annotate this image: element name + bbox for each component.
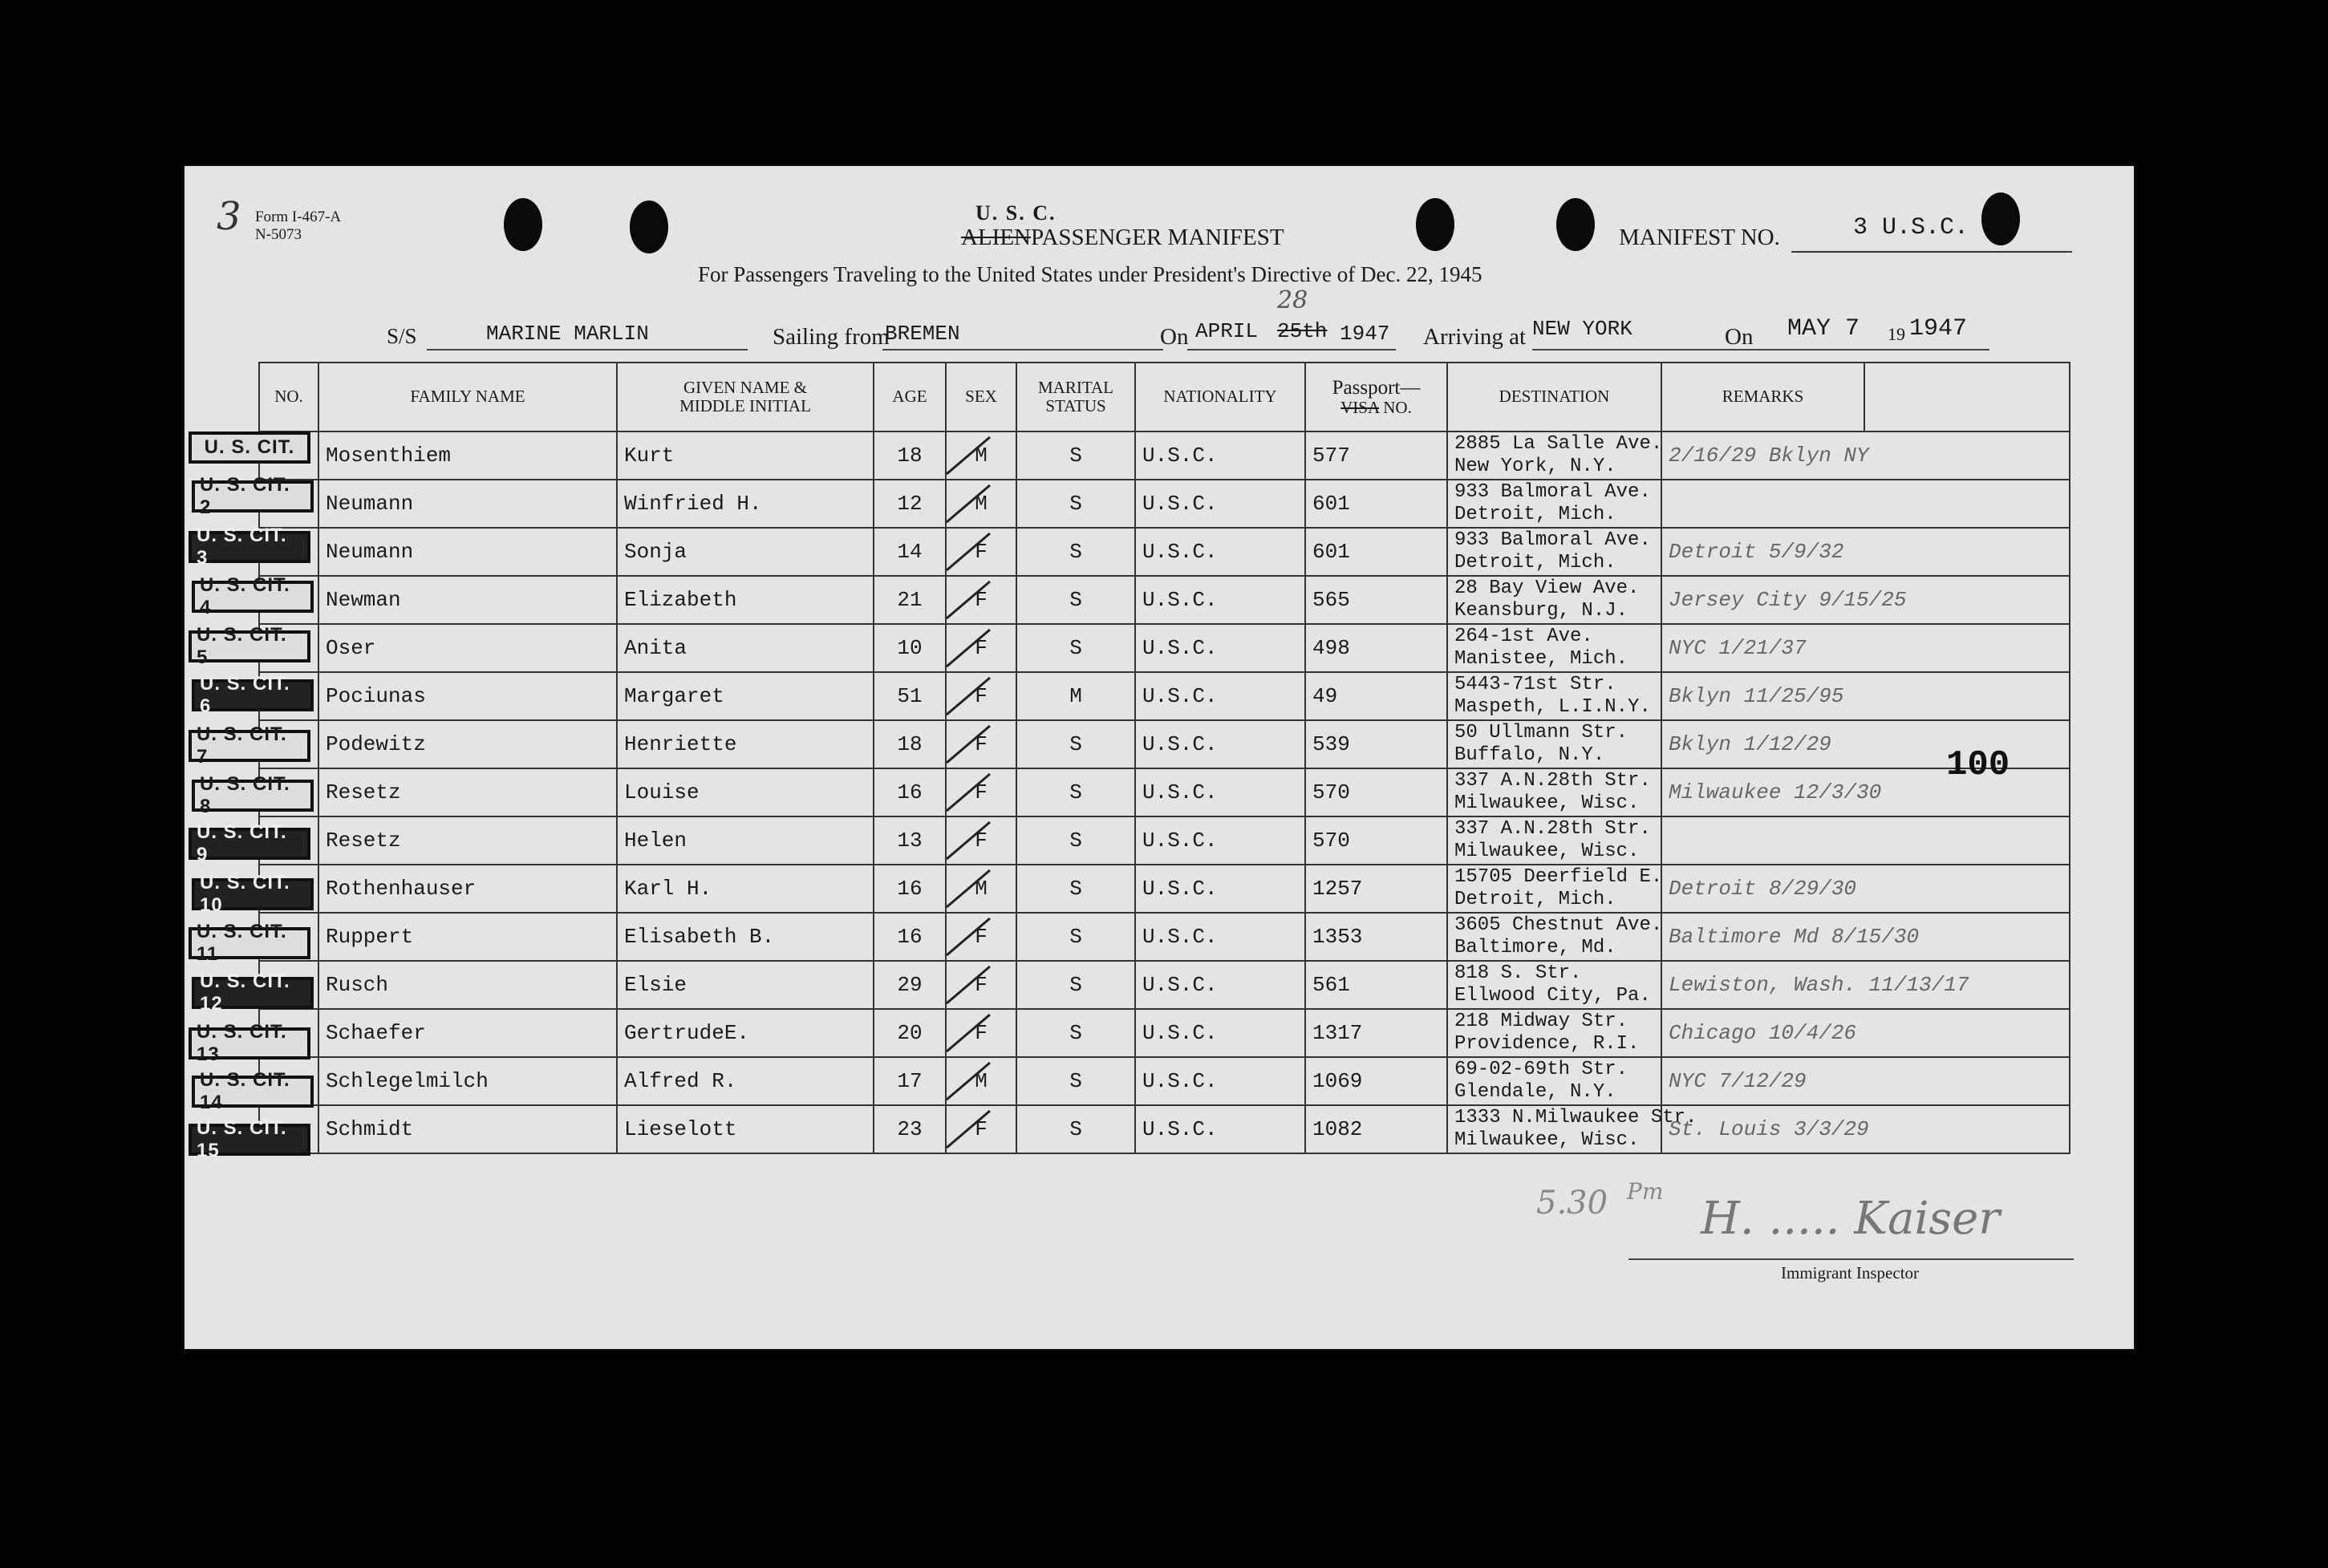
check-mark	[940, 1060, 996, 1103]
destination-line: 28 Bay View Ave.	[1454, 577, 1640, 599]
cell-passport: 1069	[1305, 1057, 1447, 1105]
cell-marital: S	[1016, 576, 1135, 624]
cell-sex-value: F	[975, 540, 988, 564]
cell-age: 18	[874, 432, 946, 480]
cell-family-name: Mosenthiem	[318, 432, 617, 480]
check-mark	[940, 1108, 996, 1151]
arrival-port: NEW YORK	[1532, 317, 1632, 341]
check-mark	[940, 915, 996, 958]
citizenship-stamp: U. S. CIT. 4	[192, 581, 314, 613]
citizenship-stamp: U. S. CIT. 8	[192, 780, 314, 812]
cell-remarks	[1661, 816, 2070, 865]
cell-sex-value: F	[975, 732, 988, 756]
cell-sex	[946, 1057, 1016, 1105]
cell-age: 12	[874, 480, 946, 528]
destination-line: Maspeth, L.I.N.Y.	[1454, 696, 1651, 718]
cell-marital: S	[1016, 865, 1135, 913]
subtitle: For Passengers Traveling to the United States under President's Directive of Dec. 22, 1945	[698, 262, 1482, 286]
title-overwrite: U. S. C.	[975, 201, 1057, 225]
cell-sex	[946, 961, 1016, 1009]
table-row	[259, 1105, 2070, 1153]
cell-nationality: U.S.C.	[1135, 1105, 1305, 1153]
destination-line: 933 Balmoral Ave.	[1454, 529, 1651, 551]
table-row	[259, 528, 2070, 576]
cell-given-name: Elizabeth	[617, 576, 874, 624]
cell-age: 23	[874, 1105, 946, 1153]
cell-family-name: Schaefer	[318, 1009, 617, 1057]
cell-family-name: Neumann	[318, 480, 617, 528]
cell-sex	[946, 480, 1016, 528]
col-remarks-cont	[1864, 363, 2070, 432]
cell-remarks: Chicago 10/4/26	[1661, 1009, 2070, 1057]
cell-sex	[946, 432, 1016, 480]
cell-given-name: Elisabeth B.	[617, 913, 874, 961]
punch-hole	[1556, 198, 1595, 251]
table-row	[259, 624, 2070, 672]
cell-age: 16	[874, 768, 946, 816]
cell-sex	[946, 1105, 1016, 1153]
table-row	[259, 432, 2070, 480]
cell-passport: 601	[1305, 480, 1447, 528]
inspector-signature: H. ..... Kaiser	[1701, 1193, 2001, 1245]
cell-sex	[946, 528, 1016, 576]
col-given-name	[617, 363, 874, 432]
on-label: On	[1160, 324, 1189, 350]
cell-marital: S	[1016, 1057, 1135, 1105]
col-remarks: REMARKS	[1661, 363, 1864, 432]
cell-family-name: Ruppert	[318, 913, 617, 961]
cell-marital: S	[1016, 720, 1135, 768]
table-row	[259, 1057, 2070, 1105]
punch-hole	[1416, 198, 1454, 251]
inspector-label: Immigrant Inspector	[1781, 1263, 1920, 1282]
col-marital-line2: STATUS	[1045, 396, 1106, 415]
cell-sex-value: F	[975, 1021, 988, 1045]
sailing-label: Sailing from	[773, 324, 890, 350]
title-struck-word: ALIEN	[961, 225, 1031, 250]
cell-age: 16	[874, 913, 946, 961]
destination-line: 5443-71st Str.	[1454, 674, 1616, 695]
on-label-2: On	[1725, 324, 1754, 350]
destination-line: 337 A.N.28th Str.	[1454, 818, 1651, 840]
arrival-date-underline	[1781, 349, 1989, 350]
citizenship-stamp: U. S. CIT. 5	[189, 630, 310, 662]
citizenship-stamp: U. S. CIT. 10	[192, 878, 314, 910]
cell-sex	[946, 576, 1016, 624]
cell-remarks: Bklyn 11/25/95	[1661, 672, 2070, 720]
cell-destination	[1447, 528, 1661, 576]
cell-age: 16	[874, 865, 946, 913]
fee-note-suffix: Pm	[1627, 1178, 1664, 1205]
cell-given-name: Anita	[617, 624, 874, 672]
cell-destination	[1447, 865, 1661, 913]
table-row	[259, 865, 2070, 913]
manifest-number: 3 U.S.C.	[1853, 214, 1969, 241]
col-family-name: FAMILY NAME	[318, 363, 617, 432]
manifest-sheet	[185, 166, 2134, 1349]
cell-remarks: NYC 7/12/29	[1661, 1057, 2070, 1105]
table-header-row	[259, 363, 2070, 432]
col-age: AGE	[874, 363, 946, 432]
destination-line: 337 A.N.28th Str.	[1454, 770, 1651, 792]
cell-family-name: Podewitz	[318, 720, 617, 768]
cell-age: 10	[874, 624, 946, 672]
cell-destination	[1447, 720, 1661, 768]
cell-passport: 539	[1305, 720, 1447, 768]
check-mark	[940, 482, 996, 525]
destination-line: 69-02-69th Str.	[1454, 1059, 1628, 1080]
cell-nationality: U.S.C.	[1135, 480, 1305, 528]
destination-line: Milwaukee, Wisc.	[1454, 841, 1640, 862]
cell-given-name: Helen	[617, 816, 874, 865]
fee-note: 5.30	[1536, 1185, 1608, 1222]
citizenship-stamp: U. S. CIT.	[189, 432, 310, 464]
table-row	[259, 816, 2070, 865]
cell-remarks: Jersey City 9/15/25	[1661, 576, 2070, 624]
col-passport-line2: NO.	[1383, 398, 1412, 418]
cell-age: 21	[874, 576, 946, 624]
cell-nationality: U.S.C.	[1135, 624, 1305, 672]
cell-sex	[946, 768, 1016, 816]
cell-sex-value: F	[975, 588, 988, 612]
cell-passport: 565	[1305, 576, 1447, 624]
cell-sex-value: M	[975, 877, 988, 901]
table-row	[259, 1009, 2070, 1057]
cell-marital: S	[1016, 913, 1135, 961]
cell-family-name: Newman	[318, 576, 617, 624]
cell-remarks	[1661, 480, 2070, 528]
table-row	[259, 672, 2070, 720]
cell-age: 17	[874, 1057, 946, 1105]
sailing-year: 1947	[1340, 322, 1390, 346]
check-mark	[940, 626, 996, 670]
passenger-table	[258, 362, 2070, 1154]
check-mark	[940, 723, 996, 766]
destination-line: Milwaukee, Wisc.	[1454, 792, 1640, 814]
destination-line: Ellwood City, Pa.	[1454, 985, 1651, 1007]
cell-sex-value: M	[975, 1069, 988, 1093]
cell-given-name: Lieselott	[617, 1105, 874, 1153]
cell-age: 18	[874, 720, 946, 768]
cell-sex-value: F	[975, 780, 988, 804]
cell-sex-value: F	[975, 1117, 988, 1141]
punch-hole	[504, 198, 542, 251]
destination-line: 818 S. Str.	[1454, 962, 1582, 984]
destination-line: 3605 Chestnut Ave.	[1454, 914, 1663, 936]
col-given-name-line2: MIDDLE INITIAL	[679, 396, 811, 415]
col-destination: DESTINATION	[1447, 363, 1661, 432]
cell-marital: S	[1016, 816, 1135, 865]
cell-sex-value: F	[975, 973, 988, 997]
cell-given-name: Louise	[617, 768, 874, 816]
cell-sex	[946, 720, 1016, 768]
cell-nationality: U.S.C.	[1135, 1057, 1305, 1105]
arrival-year: 1947	[1909, 315, 1968, 342]
destination-line: 15705 Deerfield E.	[1454, 866, 1663, 888]
cell-marital: M	[1016, 672, 1135, 720]
cell-family-name: Schlegelmilch	[318, 1057, 617, 1105]
punch-hole	[630, 201, 668, 253]
destination-line: Glendale, N.Y.	[1454, 1081, 1616, 1103]
cell-remarks: Detroit 8/29/30	[1661, 865, 2070, 913]
citizenship-stamp: U. S. CIT. 12	[192, 977, 314, 1009]
signature-line	[1628, 1258, 2074, 1260]
count-stamp: 100	[1946, 745, 2010, 785]
check-mark	[940, 1011, 996, 1055]
table-row	[259, 768, 2070, 816]
cell-destination	[1447, 768, 1661, 816]
citizenship-stamp: U. S. CIT. 3	[189, 531, 310, 563]
cell-passport: 1257	[1305, 865, 1447, 913]
citizenship-stamp: U. S. CIT. 9	[189, 828, 310, 860]
cell-destination	[1447, 432, 1661, 480]
cell-sex	[946, 1009, 1016, 1057]
cell-passport: 570	[1305, 816, 1447, 865]
cell-marital: S	[1016, 1009, 1135, 1057]
destination-line: Buffalo, N.Y.	[1454, 744, 1605, 766]
cell-given-name: Karl H.	[617, 865, 874, 913]
manifest-underline	[1791, 251, 2072, 253]
cell-destination	[1447, 576, 1661, 624]
ss-label: S/S	[387, 324, 417, 348]
col-marital	[1016, 363, 1135, 432]
cell-sex-value: F	[975, 636, 988, 660]
cell-family-name: Pociunas	[318, 672, 617, 720]
cell-remarks: Milwaukee 12/3/30	[1661, 768, 2070, 816]
destination-line: 2885 La Salle Ave.	[1454, 433, 1663, 455]
cell-passport: 498	[1305, 624, 1447, 672]
page-mark: 3	[217, 194, 241, 239]
citizenship-stamp: U. S. CIT. 13	[189, 1027, 310, 1060]
cell-marital: S	[1016, 624, 1135, 672]
form-code: N-5073	[255, 226, 302, 243]
cell-passport: 561	[1305, 961, 1447, 1009]
cell-given-name: Winfried H.	[617, 480, 874, 528]
cell-age: 14	[874, 528, 946, 576]
cell-given-name: Elsie	[617, 961, 874, 1009]
punch-hole	[1981, 192, 2020, 245]
cell-sex-value: F	[975, 829, 988, 853]
cell-passport: 1353	[1305, 913, 1447, 961]
page-title: PASSENGER MANIFEST	[1030, 225, 1284, 250]
citizenship-stamp: U. S. CIT. 14	[192, 1076, 314, 1108]
cell-family-name: Neumann	[318, 528, 617, 576]
destination-line: New York, N.Y.	[1454, 456, 1616, 477]
cell-nationality: U.S.C.	[1135, 528, 1305, 576]
table-row	[259, 913, 2070, 961]
check-mark	[940, 434, 996, 477]
cell-remarks: Baltimore Md 8/15/30	[1661, 913, 2070, 961]
cell-family-name: Rusch	[318, 961, 617, 1009]
cell-nationality: U.S.C.	[1135, 720, 1305, 768]
cell-family-name: Resetz	[318, 816, 617, 865]
col-given-name-line1: GIVEN NAME &	[683, 377, 807, 397]
cell-nationality: U.S.C.	[1135, 961, 1305, 1009]
destination-line: Detroit, Mich.	[1454, 504, 1616, 525]
ship-name: MARINE MARLIN	[486, 322, 649, 346]
check-mark	[940, 867, 996, 910]
cell-marital: S	[1016, 528, 1135, 576]
col-passport-line1: Passport—	[1332, 376, 1421, 399]
cell-sex-value: M	[975, 444, 988, 468]
cell-destination	[1447, 1105, 1697, 1153]
cell-destination	[1447, 913, 1661, 961]
cell-sex	[946, 672, 1016, 720]
check-mark	[940, 530, 996, 573]
cell-sex-value: F	[975, 925, 988, 949]
destination-line: 50 Ullmann Str.	[1454, 722, 1628, 743]
cell-destination	[1447, 961, 1661, 1009]
sailing-date-underline	[1187, 349, 1396, 350]
cell-destination	[1447, 480, 1661, 528]
form-number: Form I-467-A	[255, 209, 342, 225]
destination-line: Manistee, Mich.	[1454, 648, 1628, 670]
cell-remarks: St. Louis 3/3/29	[1661, 1105, 2070, 1153]
cell-age: 13	[874, 816, 946, 865]
cell-remarks: Lewiston, Wash. 11/13/17	[1661, 961, 2070, 1009]
cell-sex-value: M	[975, 492, 988, 516]
cell-given-name: Margaret	[617, 672, 874, 720]
destination-line: 264-1st Ave.	[1454, 626, 1593, 647]
cell-given-name: Henriette	[617, 720, 874, 768]
cell-nationality: U.S.C.	[1135, 816, 1305, 865]
cell-marital: S	[1016, 480, 1135, 528]
cell-family-name: Schmidt	[318, 1105, 617, 1153]
check-mark	[940, 819, 996, 862]
table-row	[259, 576, 2070, 624]
cell-family-name: Resetz	[318, 768, 617, 816]
cell-marital: S	[1016, 961, 1135, 1009]
cell-given-name: Alfred R.	[617, 1057, 874, 1105]
cell-destination	[1447, 1057, 1661, 1105]
sailing-day-correction: 28	[1277, 286, 1308, 314]
cell-age: 51	[874, 672, 946, 720]
cell-passport: 49	[1305, 672, 1447, 720]
cell-nationality: U.S.C.	[1135, 768, 1305, 816]
arrival-port-underline	[1532, 349, 1805, 350]
cell-nationality: U.S.C.	[1135, 576, 1305, 624]
sailing-port: BREMEN	[885, 322, 960, 346]
sailing-month: APRIL	[1195, 319, 1259, 343]
cell-remarks: NYC 1/21/37	[1661, 624, 2070, 672]
check-mark	[940, 771, 996, 814]
col-no: NO.	[259, 363, 318, 432]
arrival-year-prefix: 19	[1888, 324, 1905, 344]
check-mark	[940, 963, 996, 1007]
citizenship-stamp: U. S. CIT. 15	[189, 1124, 310, 1156]
port-underline	[882, 349, 1163, 350]
cell-nationality: U.S.C.	[1135, 865, 1305, 913]
citizenship-stamp: U. S. CIT. 7	[189, 730, 310, 762]
citizenship-stamp: U. S. CIT. 11	[189, 927, 310, 959]
cell-sex	[946, 913, 1016, 961]
cell-given-name: Kurt	[617, 432, 874, 480]
destination-line: Keansburg, N.J.	[1454, 600, 1628, 622]
cell-sex	[946, 624, 1016, 672]
cell-age: 29	[874, 961, 946, 1009]
cell-marital: S	[1016, 432, 1135, 480]
cell-sex	[946, 865, 1016, 913]
cell-passport: 1317	[1305, 1009, 1447, 1057]
destination-line: Providence, R.I.	[1454, 1033, 1640, 1055]
cell-passport: 601	[1305, 528, 1447, 576]
destination-line: Baltimore, Md.	[1454, 937, 1616, 958]
cell-passport: 577	[1305, 432, 1447, 480]
citizenship-stamp: U. S. CIT. 6	[192, 679, 314, 711]
col-passport-struck: VISA	[1340, 398, 1379, 418]
sailing-day-struck: 25th	[1277, 319, 1328, 343]
destination-line: Detroit, Mich.	[1454, 552, 1616, 573]
destination-line: Milwaukee, Wisc.	[1454, 1129, 1640, 1151]
manifest-label: MANIFEST NO.	[1619, 225, 1780, 250]
cell-nationality: U.S.C.	[1135, 672, 1305, 720]
cell-given-name: GertrudeE.	[617, 1009, 874, 1057]
destination-line: 933 Balmoral Ave.	[1454, 481, 1651, 503]
cell-age: 20	[874, 1009, 946, 1057]
cell-passport: 570	[1305, 768, 1447, 816]
col-sex: SEX	[946, 363, 1016, 432]
cell-remarks: 2/16/29 Bklyn NY	[1661, 432, 2070, 480]
col-nationality: NATIONALITY	[1135, 363, 1305, 432]
col-passport	[1305, 363, 1447, 432]
cell-passport: 1082	[1305, 1105, 1447, 1153]
cell-marital: S	[1016, 1105, 1135, 1153]
cell-sex-value: F	[975, 684, 988, 708]
destination-line: 1333 N.Milwaukee Str.	[1454, 1107, 1697, 1128]
cell-family-name: Rothenhauser	[318, 865, 617, 913]
cell-destination	[1447, 816, 1661, 865]
destination-line: 218 Midway Str.	[1454, 1011, 1628, 1032]
check-mark	[940, 675, 996, 718]
cell-given-name: Sonja	[617, 528, 874, 576]
cell-destination	[1447, 672, 1661, 720]
cell-destination	[1447, 1009, 1661, 1057]
cell-nationality: U.S.C.	[1135, 913, 1305, 961]
cell-sex	[946, 816, 1016, 865]
cell-nationality: U.S.C.	[1135, 1009, 1305, 1057]
cell-family-name: Oser	[318, 624, 617, 672]
cell-remarks: Detroit 5/9/32	[1661, 528, 2070, 576]
destination-line: Detroit, Mich.	[1454, 889, 1616, 910]
table-row	[259, 720, 2070, 768]
arriving-label: Arriving at	[1423, 324, 1527, 350]
arrival-date: MAY 7	[1787, 315, 1860, 342]
check-mark	[940, 578, 996, 622]
cell-marital: S	[1016, 768, 1135, 816]
table-row	[259, 961, 2070, 1009]
cell-nationality: U.S.C.	[1135, 432, 1305, 480]
cell-destination	[1447, 624, 1661, 672]
citizenship-stamp: U. S. CIT. 2	[192, 480, 314, 513]
table-row	[259, 480, 2070, 528]
cell-remarks: Bklyn 1/12/29	[1661, 720, 2070, 768]
col-marital-line1: MARITAL	[1038, 377, 1113, 397]
ship-underline	[427, 349, 748, 350]
